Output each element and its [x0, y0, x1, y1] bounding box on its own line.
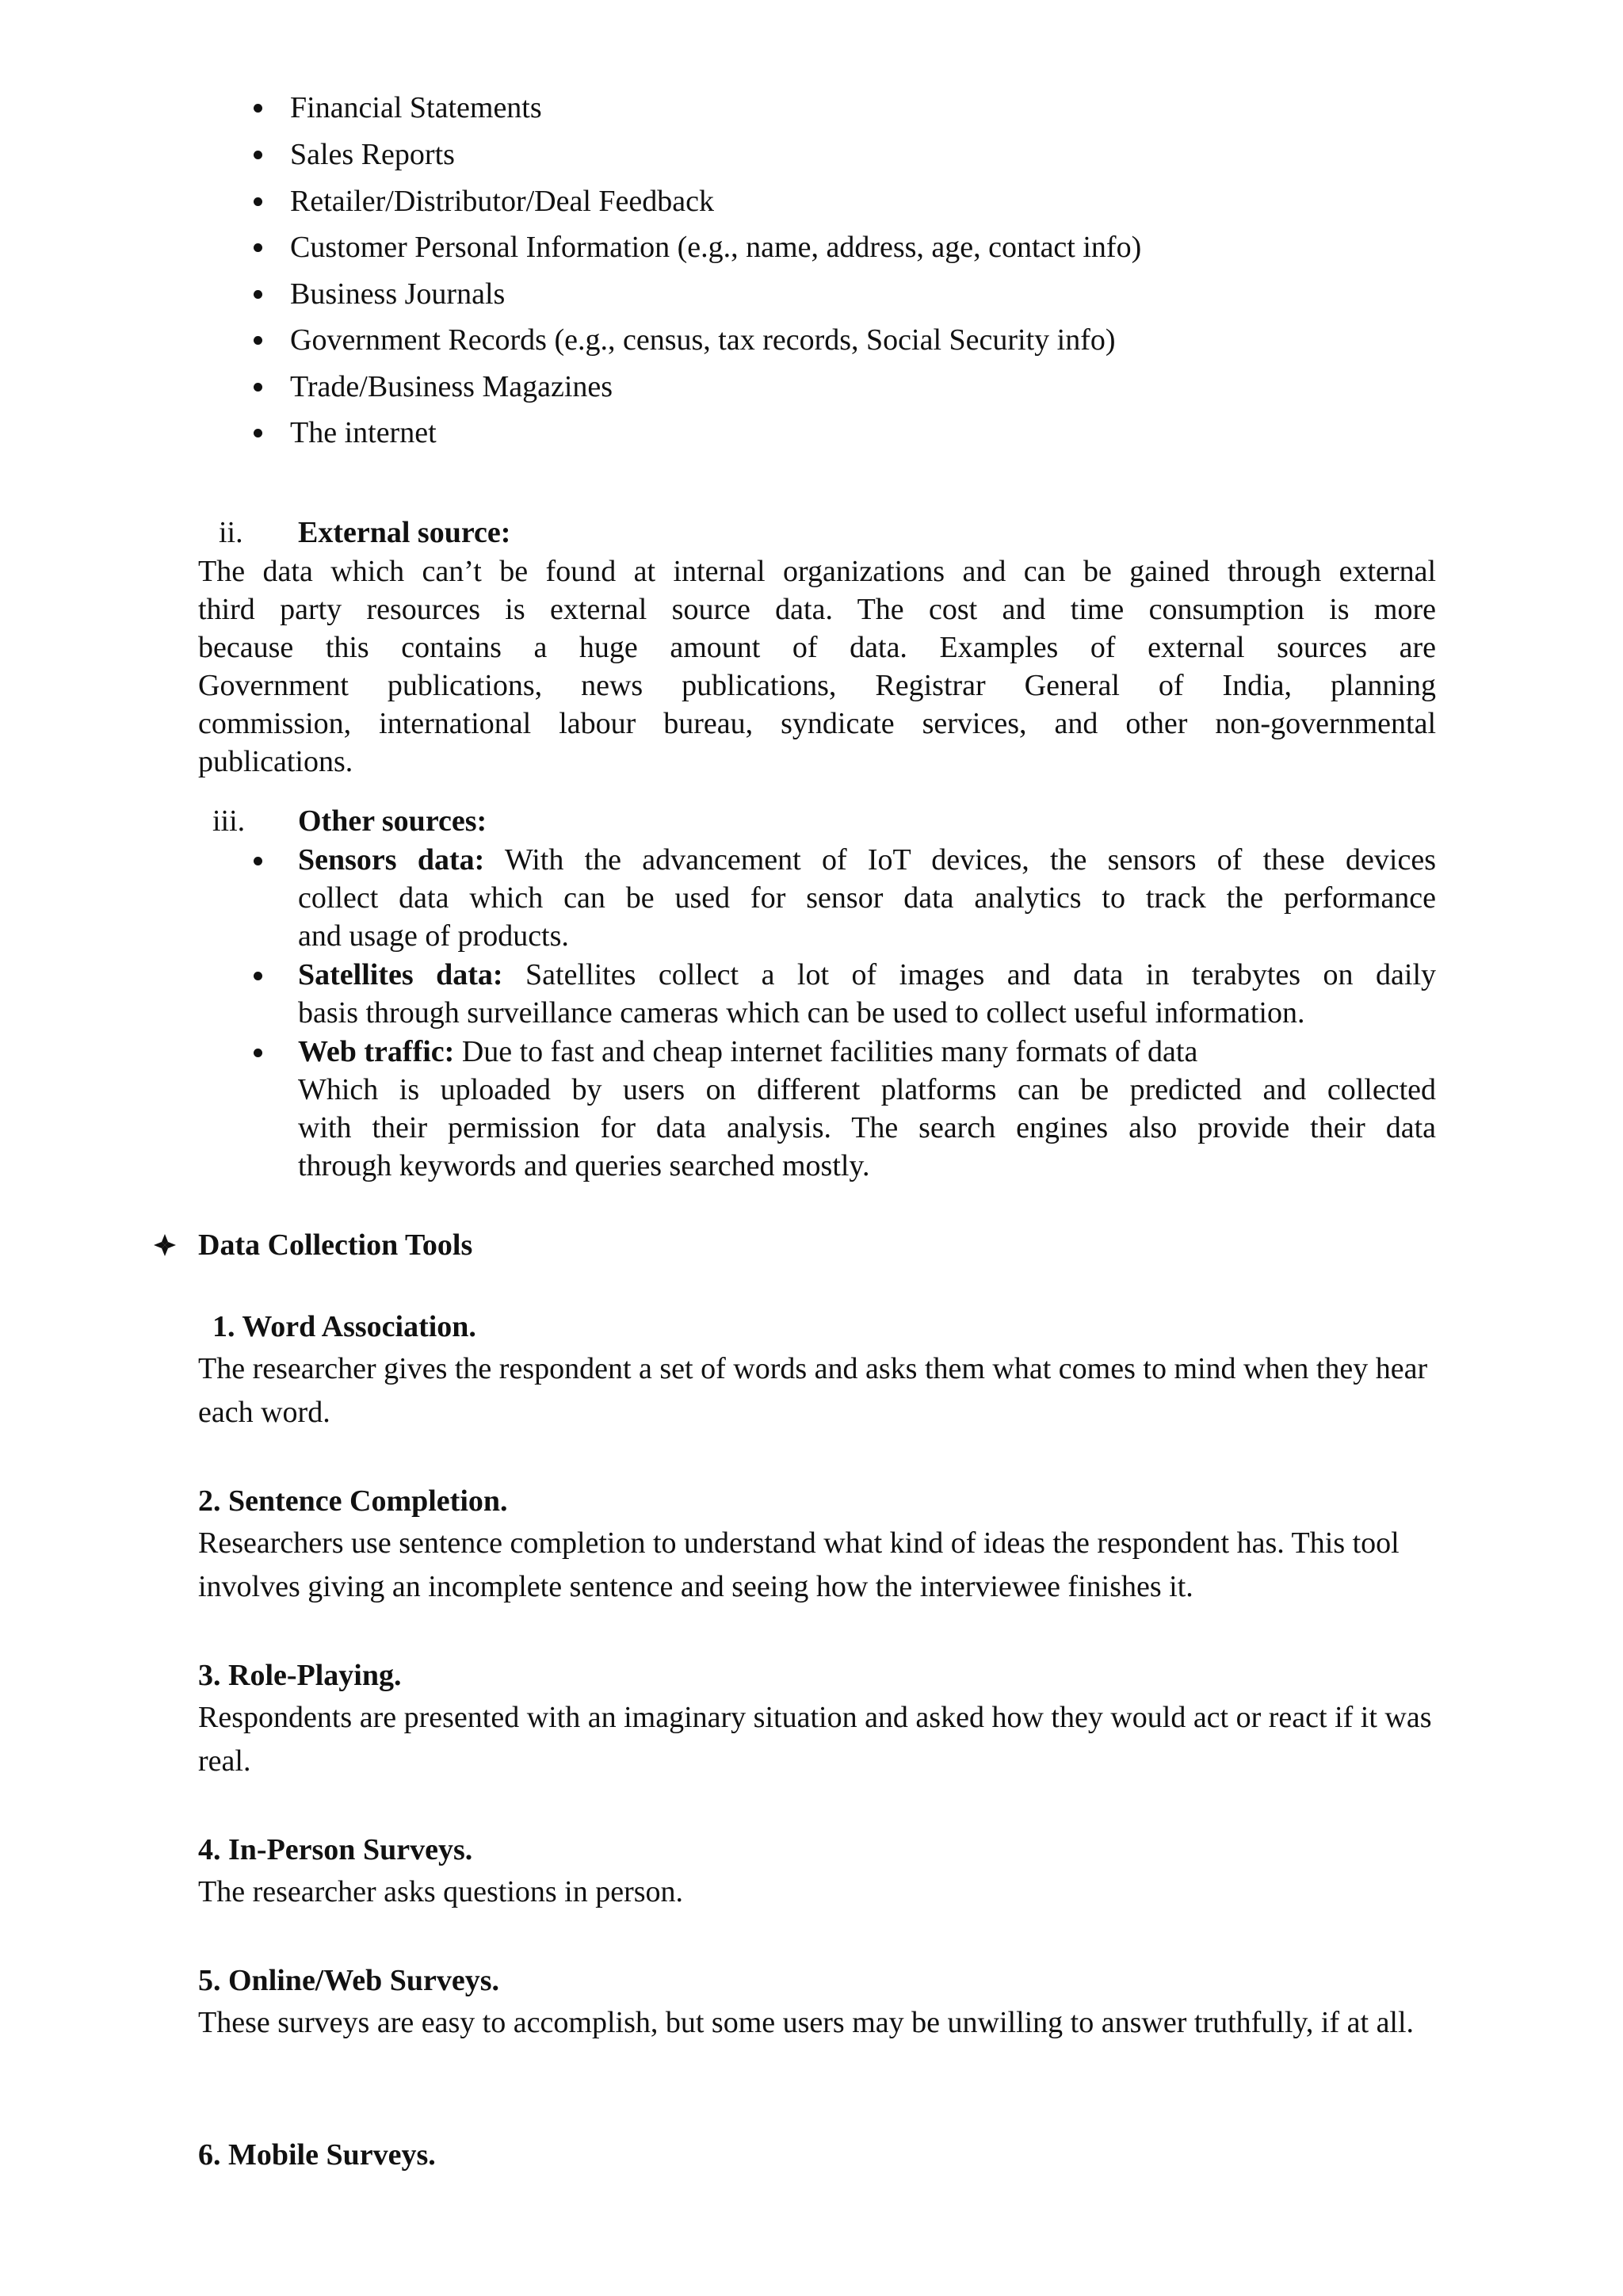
bullet-icon — [254, 243, 262, 252]
tool-title: 4. In-Person Surveys. — [198, 1833, 473, 1866]
tool-title: 5. Online/Web Surveys. — [198, 1964, 500, 1997]
paragraph-line: collect data which can be used for sensor data analytics to track the performance — [298, 881, 1436, 915]
list-item: Government Records (e.g., census, tax records, Social Security info) — [290, 323, 1116, 357]
section-numeral: iii. — [212, 804, 246, 838]
section-heading: Other sources: — [298, 804, 487, 838]
list-item: The internet — [290, 416, 437, 449]
section-heading: Data Collection Tools — [198, 1228, 473, 1262]
bullet-icon — [254, 1049, 262, 1057]
list-item: Sales Reports — [290, 138, 455, 171]
bullet-icon — [254, 857, 262, 865]
bullet-icon — [254, 151, 262, 159]
tool-description: These surveys are easy to accomplish, but some users may be unwilling to answer truthfully, if at all. — [198, 2006, 1415, 2039]
external-source-paragraph — [198, 552, 1436, 781]
list-item: Business Journals — [290, 277, 506, 311]
list-item: Financial Statements — [290, 91, 542, 124]
tool-description: The researcher gives the respondent a set of words and asks them what comes to mind when they hear each word. — [198, 1352, 1428, 1429]
bullet-icon — [254, 290, 262, 299]
paragraph-line: basis through surveillance cameras which can be used to collect useful information. — [298, 996, 1305, 1030]
bullet-icon — [254, 104, 262, 113]
list-item: Customer Personal Information (e.g., name, address, age, contact info) — [290, 231, 1142, 264]
bullet-icon — [254, 197, 262, 206]
paragraph-line: Due to fast and cheap internet facilities many formats of data — [461, 1035, 1198, 1068]
bullet-icon — [254, 336, 262, 345]
paragraph-line: through keywords and queries searched mostly. — [298, 1149, 870, 1182]
paragraph-line: Which is uploaded by users on different platforms can be predicted and collected — [298, 1073, 1436, 1106]
paragraph-line: third party resources is external source data. The cost and time consumption is more — [198, 593, 1436, 626]
list-item: Retailer/Distributor/Deal Feedback — [290, 185, 714, 218]
item-label: Sensors data: — [298, 843, 485, 877]
paragraph-line: and usage of products. — [298, 919, 569, 953]
tool-title: 6. Mobile Surveys. — [198, 2138, 436, 2172]
list-item: Trade/Business Magazines — [290, 370, 613, 403]
section-numeral: ii. — [219, 516, 243, 549]
tool-title: 1. Word Association. — [212, 1310, 476, 1343]
item-label: Satellites data: — [298, 958, 503, 991]
tool-description: The researcher asks questions in person. — [198, 1875, 684, 1908]
sensors-data-item — [298, 841, 1436, 955]
paragraph-line: Satellites collect a lot of images and data in terabytes on daily — [525, 958, 1436, 991]
paragraph-line: publications. — [198, 745, 353, 778]
paragraph-line: With the advancement of IoT devices, the sensors of these devices — [504, 843, 1436, 877]
section-heading: External source: — [298, 516, 511, 549]
paragraph-line: with their permission for data analysis. The search engines also provide their data — [298, 1111, 1436, 1144]
tool-title: 2. Sentence Completion. — [198, 1484, 508, 1518]
satellites-data-item — [298, 956, 1436, 1032]
paragraph-line: commission, international labour bureau, syndicate services, and other non-governmental — [198, 707, 1436, 740]
diamond-bullet-icon — [153, 1233, 177, 1257]
web-traffic-item — [298, 1033, 1436, 1185]
item-label: Web traffic: — [298, 1035, 455, 1068]
paragraph-line: because this contains a huge amount of data. Examples of external sources are — [198, 631, 1436, 664]
bullet-icon — [254, 429, 262, 437]
paragraph-line: The data which can’t be found at internal organizations and can be gained through external — [198, 555, 1436, 588]
tool-title: 3. Role-Playing. — [198, 1659, 402, 1692]
tool-description: Respondents are presented with an imaginary situation and asked how they would act or react if it was real. — [198, 1701, 1432, 1778]
bullet-icon — [254, 383, 262, 392]
paragraph-line: Government publications, news publications, Registrar General of India, planning — [198, 669, 1436, 702]
tool-description: Researchers use sentence completion to understand what kind of ideas the respondent has. This tool involves giving an incomplete sentence and seeing how the interviewee finishes it. — [198, 1526, 1400, 1603]
bullet-icon — [254, 972, 262, 980]
